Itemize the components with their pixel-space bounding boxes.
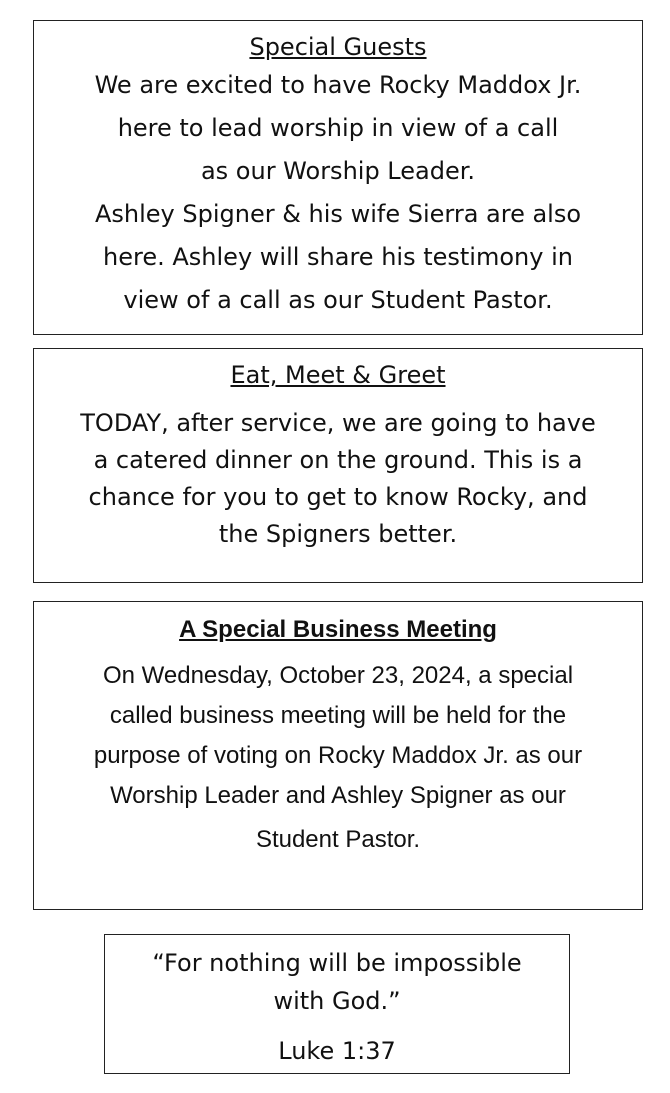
eat-meet-greet-line: TODAY, after service, we are going to have	[80, 409, 596, 437]
business-meeting-line: called business meeting will be held for the	[109, 702, 567, 729]
eat-meet-greet-line: chance for you to get to know Rocky, and	[88, 483, 588, 511]
special-guests-line: here to lead worship in view of a call	[117, 114, 559, 142]
scripture-reference: Luke 1:37	[278, 1037, 396, 1065]
special-guests-line: view of a call as our Student Pastor.	[123, 286, 553, 314]
eat-meet-greet-line: a catered dinner on the ground. This is a	[93, 446, 583, 474]
eat-meet-greet-box	[33, 348, 643, 583]
scripture-box	[104, 934, 570, 1074]
eat-meet-greet-line: the Spigners better.	[218, 520, 458, 548]
special-guests-title: Special Guests	[249, 33, 427, 61]
business-meeting-line: On Wednesday, October 23, 2024, a special	[102, 662, 574, 689]
scripture-quote-line: “For nothing will be impossible	[152, 949, 522, 977]
scripture-quote-line: with God.”	[273, 987, 401, 1015]
eat-meet-greet-title: Eat, Meet & Greet	[230, 361, 446, 389]
business-meeting-title: A Special Business Meeting	[179, 616, 497, 643]
special-guests-box	[33, 20, 643, 335]
special-guests-line: Ashley Spigner & his wife Sierra are also	[94, 200, 582, 228]
business-meeting-box	[33, 601, 643, 910]
business-meeting-line: Student Pastor.	[255, 826, 421, 853]
business-meeting-line: purpose of voting on Rocky Maddox Jr. as our	[93, 742, 583, 769]
special-guests-line: as our Worship Leader.	[200, 157, 476, 185]
special-guests-line: We are excited to have Rocky Maddox Jr.	[94, 71, 582, 99]
special-guests-line: here. Ashley will share his testimony in	[103, 243, 573, 271]
business-meeting-line: Worship Leader and Ashley Spigner as our	[110, 782, 566, 809]
